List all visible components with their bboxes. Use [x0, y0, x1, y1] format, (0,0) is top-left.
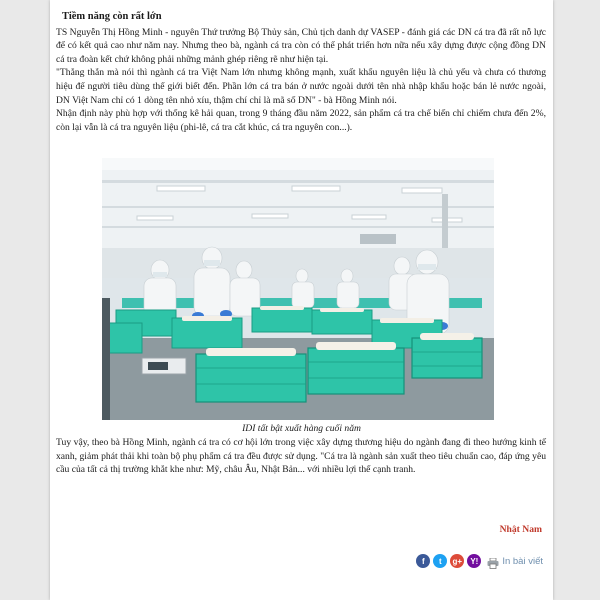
printer-icon[interactable] — [487, 556, 499, 567]
twitter-icon[interactable]: t — [433, 554, 447, 568]
article-page — [50, 0, 553, 600]
paragraph-2: "Thẳng thắn mà nói thì ngành cá tra Việt Nam lớn nhưng không mạnh, xuất khẩu nguyên liệu là chủ yếu và chưa có thương hiệu để người tiêu dùng thế giới biết đến. Phần lớn cá tra bán ở nước ngoài dưới tên nhà nhập khẩu hoặc bán lẻ nước ngoài, DN Việt Nam chỉ có 1 dòng tên nhỏ xíu, thậm chí chỉ là mã số DN" - bà Hồng Minh nói. — [56, 67, 546, 106]
print-article-link[interactable]: In bài viết — [502, 555, 543, 567]
image-caption: IDI tất bật xuất hàng cuối năm — [242, 423, 361, 434]
facebook-icon[interactable]: f — [416, 554, 430, 568]
factory-photo — [102, 158, 494, 420]
share-bar — [416, 553, 543, 569]
google-plus-icon[interactable]: g+ — [450, 554, 464, 568]
closing-section — [56, 436, 546, 477]
yahoo-icon[interactable]: Y! — [467, 554, 481, 568]
paragraph-3: Nhận định này phù hợp với thống kê hải quan, trong 9 tháng đầu năm 2022, sản phẩm cá tra chế biến chỉ chiếm chưa đến 2%, còn lại vẫn là cá tra nguyên liệu (phi-lê, cá tra cắt khúc, cá tra nguyên con...). — [56, 108, 546, 133]
paragraph-4: Tuy vậy, theo bà Hồng Minh, ngành cá tra có cơ hội lớn trong việc xây dựng thương hiệu do ngành đang đi theo hướng kinh tế xanh, giảm phát thải khi toàn bộ phụ phẩm cá tra đều được sử dụng. "Cá tra là ngành sản xuất theo tiêu chuẩn cao, đáp ứng yêu cầu của tất cả thị trường khắt khe như: Mỹ, châu Âu, Nhật Bản... với nhiều lợi thế cạnh tranh. — [56, 437, 546, 476]
paragraph-1: TS Nguyễn Thị Hồng Minh - nguyên Thứ trưởng Bộ Thủy sản, Chủ tịch danh dự VASEP - đánh giá các DN cá tra đã rất nỗ lực để có kết quả cao như năm nay. Nhưng theo bà, ngành cá tra còn có thể phát triển hơn nữa nếu xây dựng được cộng đồng DN cá tra đoàn kết chứ không phải những mảnh ghép riêng rẽ như hiện tại. — [56, 26, 546, 65]
article-body — [56, 10, 546, 134]
section-heading: Tiềm năng còn rất lớn — [62, 11, 162, 22]
author-name: Nhật Nam — [499, 524, 542, 535]
